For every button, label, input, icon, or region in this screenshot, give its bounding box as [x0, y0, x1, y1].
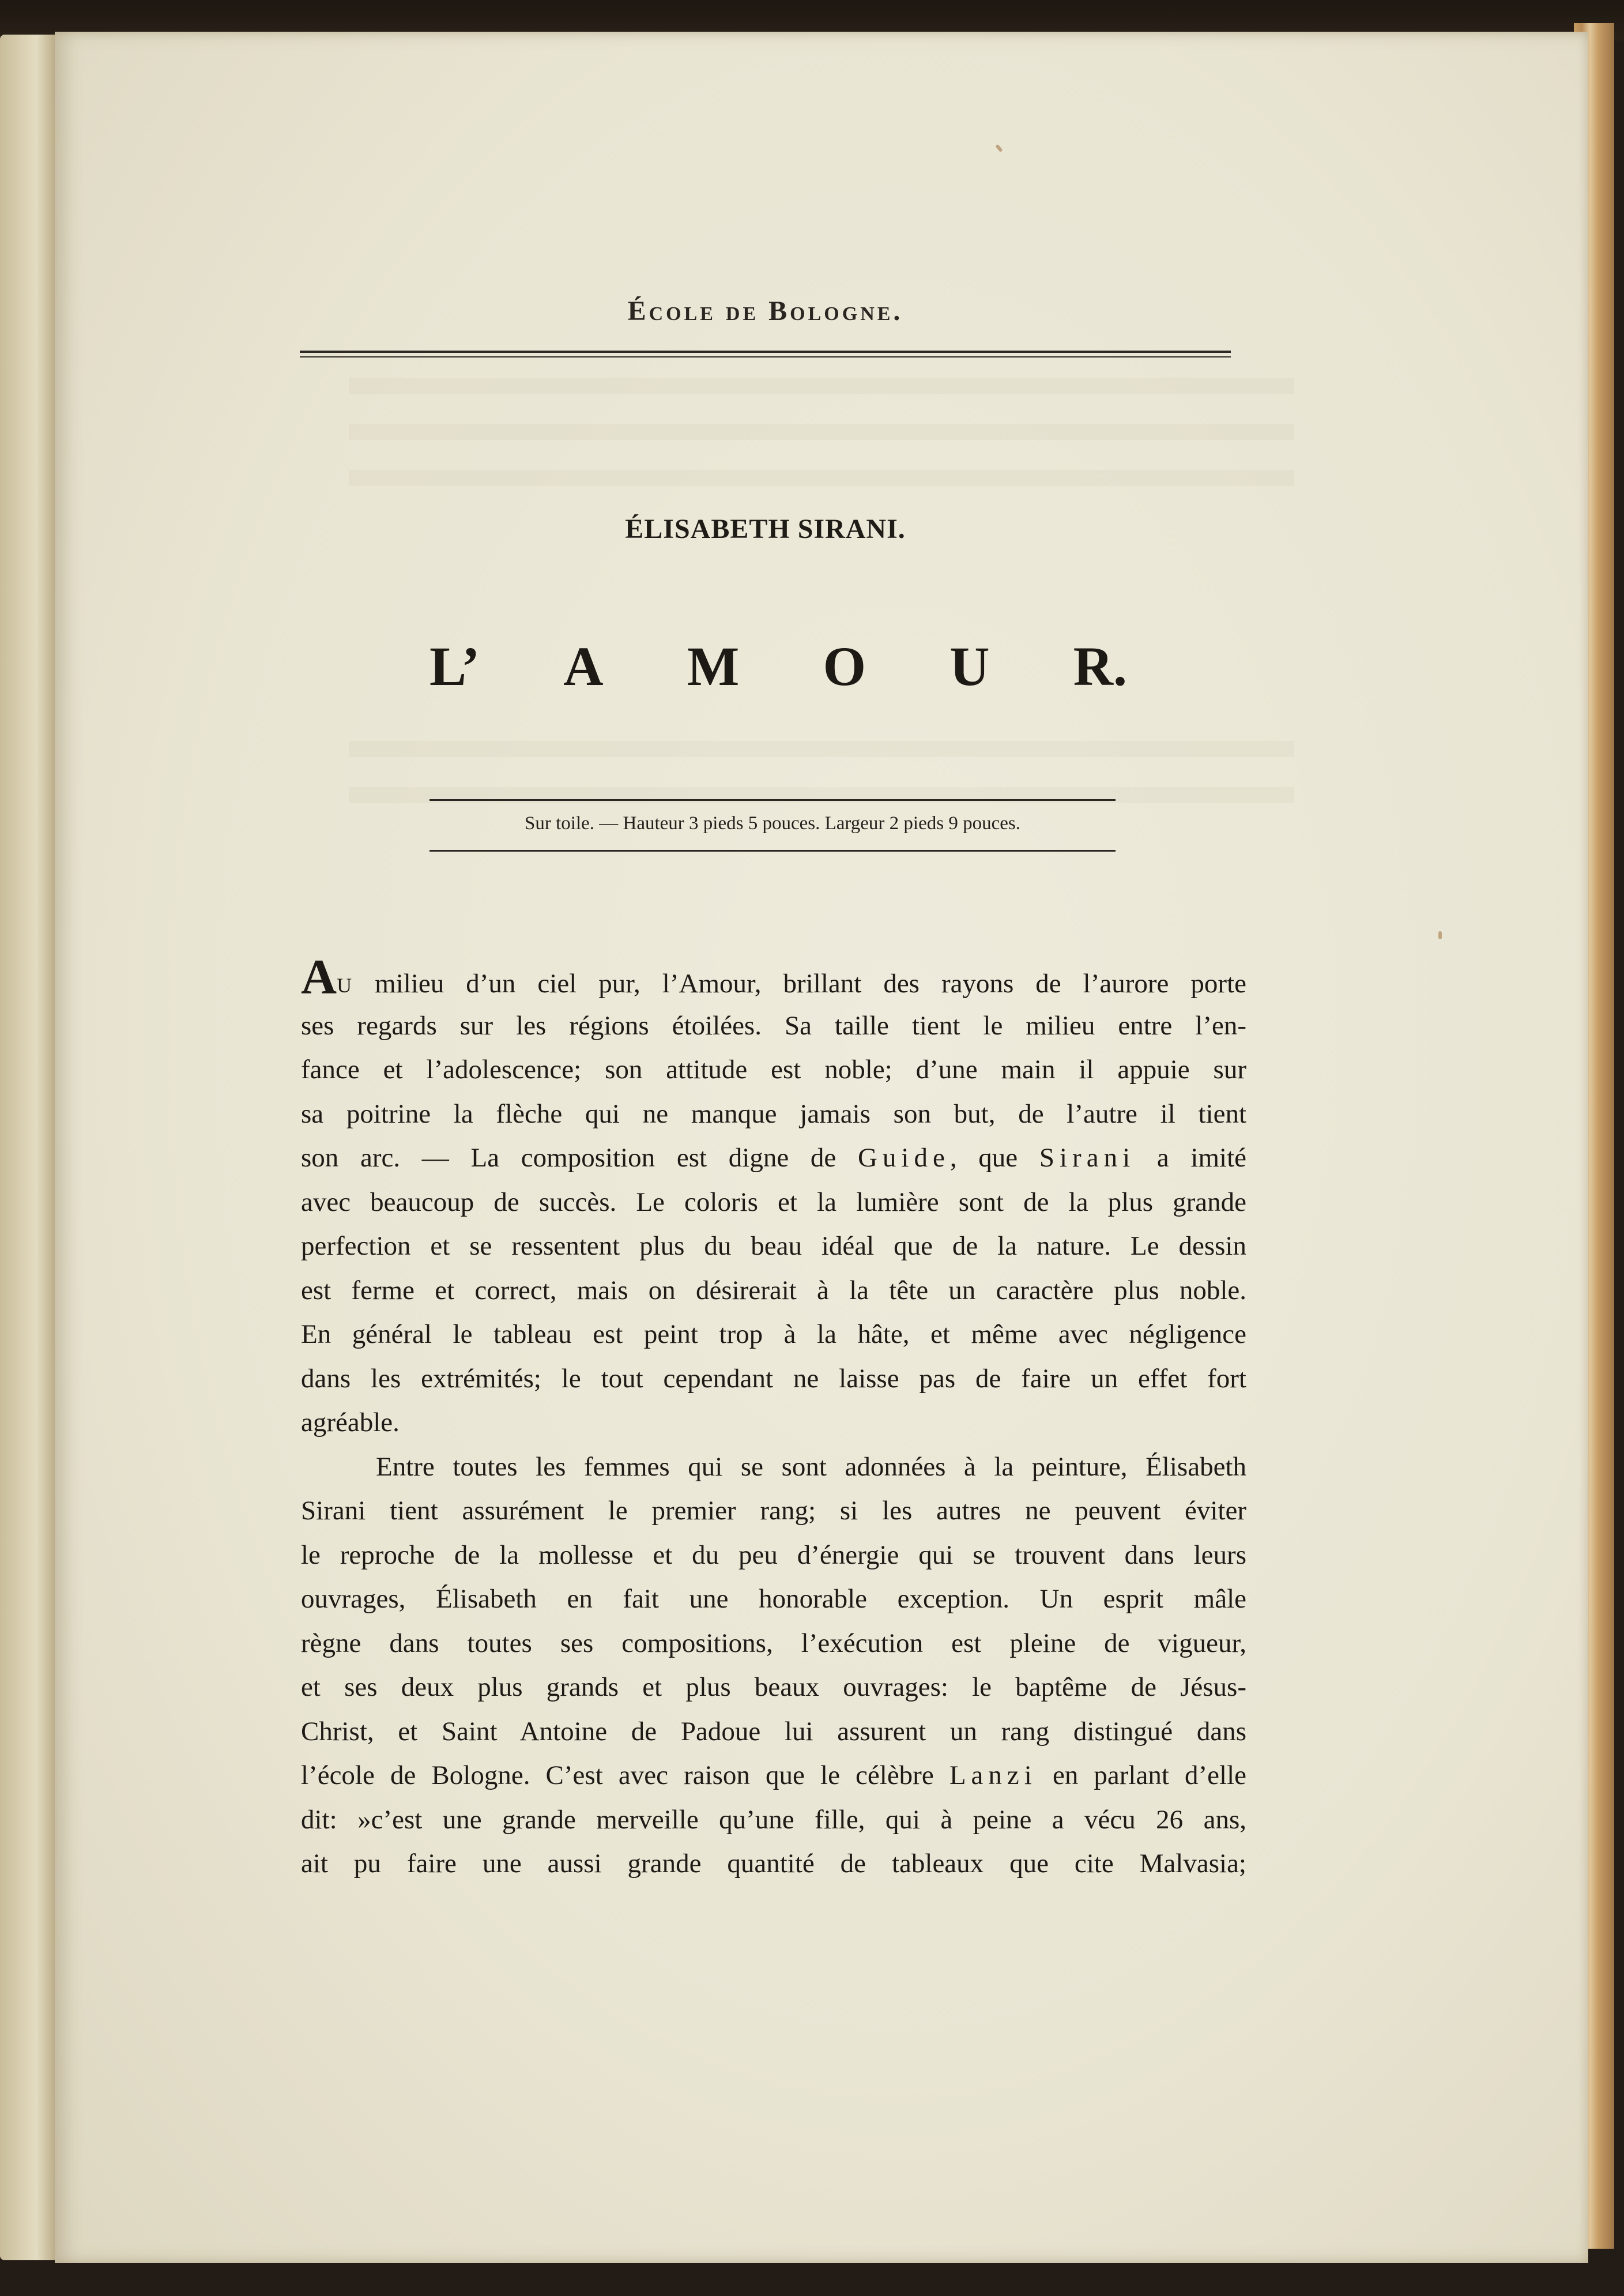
text-line-part: a imité: [1156, 1143, 1246, 1173]
text-line: et ses deux plus grands et plus beaux ouvrages: le baptême de Jésus-: [301, 1672, 1246, 1702]
text-line-part: milieu d’un ciel pur, l’Amour, brillant des rayons de l’aurore porte: [375, 969, 1247, 999]
header-rule: [300, 351, 1231, 357]
body-text: [301, 949, 1247, 1886]
name-sirani: Sirani: [1039, 1143, 1136, 1173]
text-line: [301, 949, 1247, 1004]
text-line-part: l’école de Bologne. C’est avec raison que le célèbre: [301, 1760, 934, 1790]
text-line: agréable.: [301, 1407, 400, 1437]
text-line: Entre toutes les femmes qui se sont adonnées à la peinture, Élisabeth: [376, 1451, 1246, 1482]
text-line: règne dans toutes ses compositions, l’exécution est pleine de vigueur,: [301, 1628, 1246, 1658]
text-line: En général le tableau est peint trop à la hâte, et même avec négligence: [301, 1319, 1246, 1349]
text-line-part: son arc. — La composition est digne de: [301, 1143, 837, 1173]
text-line: dans les extrémités; le tout cependant ne laisse pas de faire un effet fort: [301, 1363, 1246, 1394]
bleed-through: [349, 470, 1294, 486]
text-line: ses regards sur les régions étoilées. Sa taille tient le milieu entre l’en-: [301, 1010, 1246, 1041]
bleed-through: [349, 424, 1294, 440]
drop-cap-rest: U: [337, 974, 353, 997]
running-head: École de Bologne.: [627, 296, 903, 326]
text-line: ouvrages, Élisabeth en fait une honorable exception. Un esprit mâle: [301, 1584, 1246, 1614]
title-letter: O: [823, 635, 866, 697]
dimensions-rule-top: [429, 799, 1116, 801]
name-lanzi: Lanzi: [949, 1760, 1037, 1790]
title-letter: R.: [1073, 635, 1127, 697]
drop-cap: A: [301, 949, 337, 1004]
bleed-through: [349, 741, 1294, 757]
title-letter: M: [687, 635, 740, 697]
artwork-title: [429, 634, 1127, 698]
paper-speck: [1438, 931, 1442, 939]
text-line: est ferme et correct, mais on désirerait à la tête un caractère plus noble.: [301, 1275, 1246, 1305]
text-line: avec beaucoup de succès. Le coloris et la lumière sont de la plus grande: [301, 1187, 1246, 1217]
text-line: Christ, et Saint Antoine de Padoue lui assurent un rang distingué dans: [301, 1716, 1246, 1747]
title-letter: A: [563, 635, 604, 697]
title-letter: L’: [429, 635, 480, 697]
text-line: le reproche de la mollesse et du peu d’énergie qui se trouvent dans leurs: [301, 1540, 1246, 1570]
text-line: perfection et se ressentent plus du beau idéal que de la nature. Le dessin: [301, 1231, 1246, 1261]
title-letter: U: [949, 635, 990, 697]
text-line: Sirani tient assurément le premier rang; si les autres ne peuvent éviter: [301, 1496, 1246, 1526]
text-line: [301, 1753, 1246, 1798]
text-line: ait pu faire une aussi grande quantité de tableaux que cite Malvasia;: [301, 1849, 1246, 1879]
text-line-part: , que: [949, 1143, 1018, 1173]
name-guide: Guide: [857, 1143, 950, 1173]
text-line: fance et l’adolescence; son attitude est noble; d’une main il appuie sur: [301, 1055, 1246, 1085]
dimensions-rule-bottom: [429, 850, 1116, 852]
dimensions-line: Sur toile. — Hauteur 3 pieds 5 pouces. Largeur 2 pieds 9 pouces.: [525, 813, 1020, 834]
text-line: dit: »c’est une grande merveille qu’une fille, qui à peine a vécu 26 ans,: [301, 1804, 1246, 1835]
text-line-part: en parlant d’elle: [1052, 1760, 1247, 1790]
bleed-through: [349, 378, 1294, 394]
text-line: [301, 1136, 1246, 1180]
paper-speck: [995, 144, 1003, 153]
artist-name: ÉLISABETH SIRANI.: [625, 514, 906, 544]
text-line: sa poitrine la flèche qui ne manque jamais son but, de l’autre il tient: [301, 1098, 1246, 1129]
